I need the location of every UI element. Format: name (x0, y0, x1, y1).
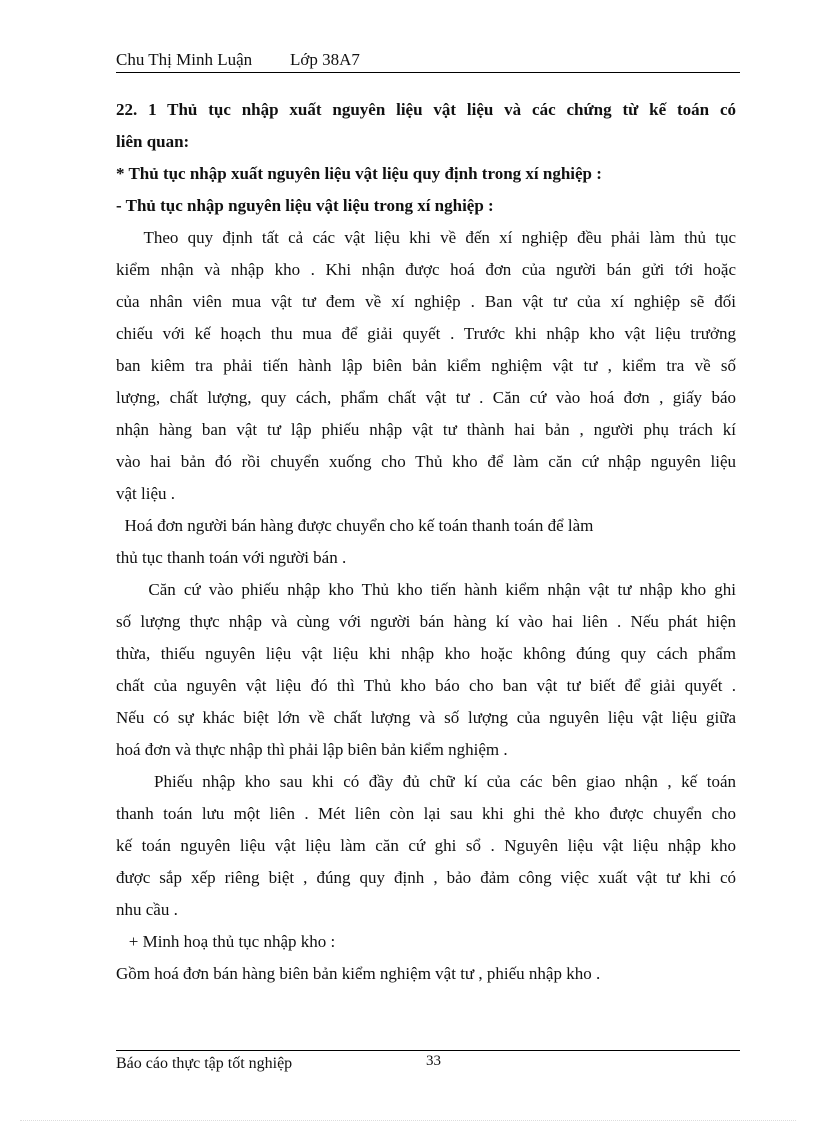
text-line: thủ tục thanh toán với người bán . (116, 548, 347, 567)
text-line: Hoá đơn người bán hàng được chuyển cho kế toán thanh toán để làm (116, 516, 594, 535)
page-edge-divider (20, 1120, 796, 1121)
text-line: * Thủ tục nhập xuất nguyên liệu vật liệu quy định trong xí nghiệp : (116, 164, 602, 183)
page-number: 33 (426, 1053, 441, 1069)
text-line: được sắp xếp riêng biệt , đúng quy định , bảo đảm công việc xuất vật tư khi có (116, 868, 736, 887)
text-line: kế toán nguyên liệu vật liệu làm căn cứ ghi sổ . Nguyên liệu vật liệu nhập kho (116, 836, 736, 855)
text-line: hoá đơn và thực nhập thì phải lập biên bản kiểm nghiệm . (116, 740, 508, 759)
text-line: vật liệu . (116, 484, 176, 503)
text-line: 22. 1 Thủ tục nhập xuất nguyên liệu vật liệu và các chứng từ kế toán có (116, 100, 736, 119)
text-line: lượng, chất lượng, quy cách, phẩm chất vật tư . Căn cứ vào hoá đơn , giấy báo (116, 388, 736, 407)
text-line: Phiếu nhập kho sau khi có đầy đủ chữ kí của các bên giao nhận , kế toán (116, 772, 736, 791)
footer-divider (116, 1050, 740, 1051)
class-label: Lớp 38A7 (290, 50, 360, 69)
text-line: thanh toán lưu một liên . Mét liên còn lại sau khi ghi thẻ kho được chuyển cho (116, 804, 736, 823)
text-line: liên quan: (116, 132, 190, 151)
footer-label: Báo cáo thực tập tốt nghiệp (116, 1055, 293, 1072)
text-line: - Thủ tục nhập nguyên liệu vật liệu trong xí nghiệp : (116, 196, 494, 215)
text-line: + Minh hoạ thủ tục nhập kho : (116, 932, 336, 951)
text-line: Căn cứ vào phiếu nhập kho Thủ kho tiến hành kiểm nhận vật tư nhập kho ghi (116, 580, 736, 599)
text-line: thừa, thiếu nguyên liệu vật liệu khi nhập kho hoặc không đúng quy cách phẩm (116, 644, 736, 663)
page-header (116, 50, 740, 73)
text-line: Nếu có sự khác biệt lớn về chất lượng và số lượng của nguyên liệu vật liệu giữa (116, 708, 736, 727)
text-line: nhu cầu . (116, 900, 178, 919)
text-line: Gồm hoá đơn bán hàng biên bản kiểm nghiệm vật tư , phiếu nhập kho . (116, 964, 601, 983)
text-line: ban kiêm tra phải tiến hành lập biên bản kiểm nghiệm vật tư , kiểm tra về số (116, 356, 736, 375)
text-line: nhận hàng ban vật tư lập phiếu nhập vật tư thành hai bản , người phụ trách kí (116, 420, 736, 439)
text-line: kiểm nhận và nhập kho . Khi nhận được hoá đơn của người bán gửi tới hoặc (116, 260, 736, 279)
document-body (116, 94, 736, 990)
text-line: chiếu với kế hoạch thu mua để giải quyết . Trước khi nhập kho vật liệu trưởng (116, 324, 736, 343)
author-name: Chu Thị Minh Luận (116, 50, 253, 69)
text-line: Theo quy định tất cả các vật liệu khi về đến xí nghiệp đều phải làm thủ tục (116, 228, 736, 247)
text-line: số lượng thực nhập và cùng với người bán hàng kí vào hai liên . Nếu phát hiện (116, 612, 736, 631)
text-line: của nhân viên mua vật tư đem về xí nghiệp . Ban vật tư của xí nghiệp sẽ đối (116, 292, 736, 311)
text-line: vào hai bản đó rồi chuyển xuống cho Thủ kho để làm căn cứ nhập nguyên liệu (116, 452, 736, 471)
text-line: chất của nguyên vật liệu đó thì Thủ kho báo cho ban vật tư biết để giải quyết . (116, 676, 736, 695)
